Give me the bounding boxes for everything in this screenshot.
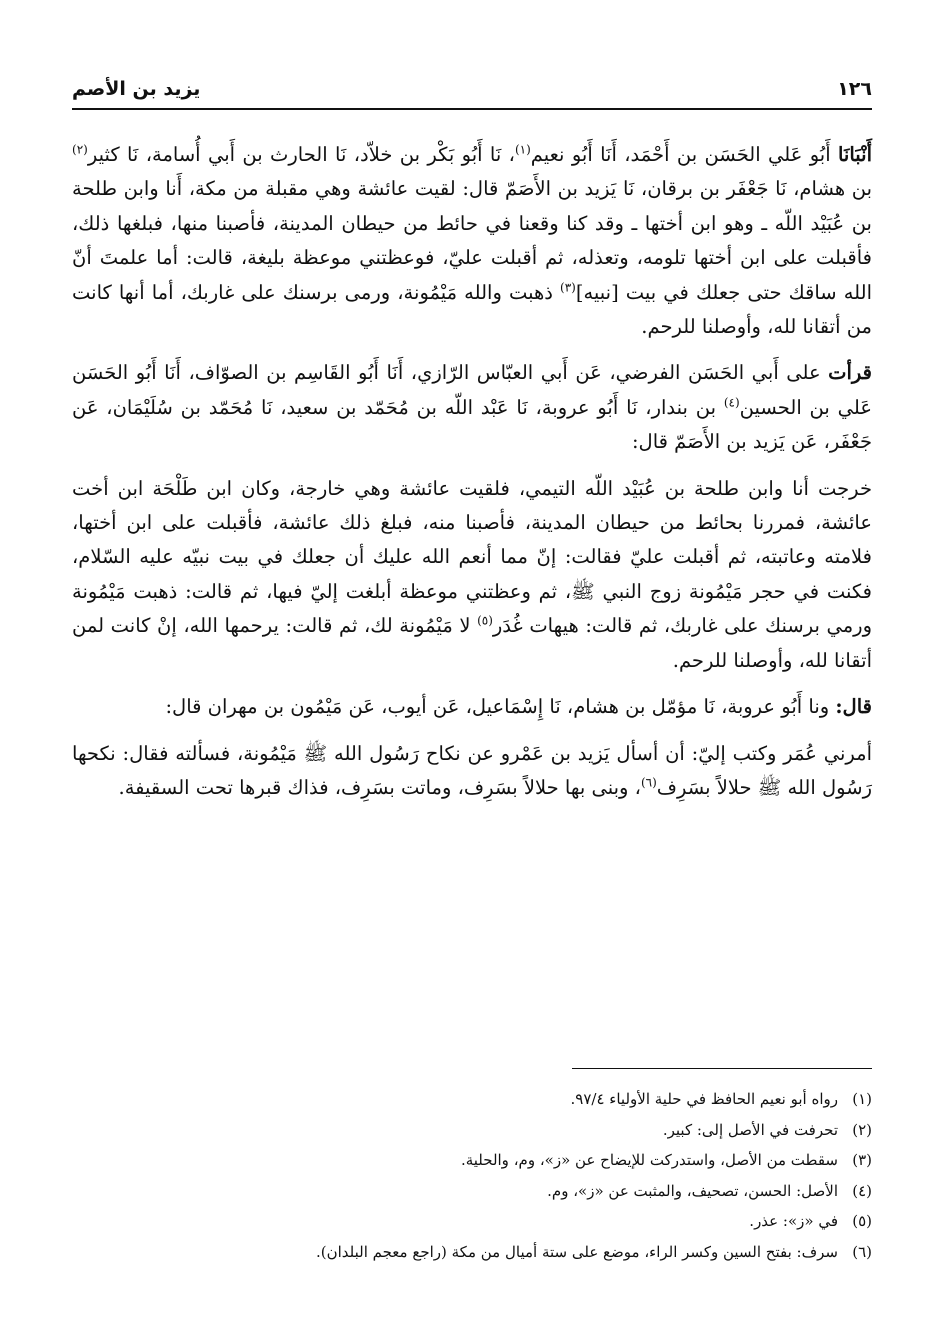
footnote-text: رواه أبو نعيم الحافظ في حلية الأولياء ٩٧/٤.	[570, 1090, 838, 1108]
footnote-ref[interactable]: (٤)	[723, 395, 740, 410]
footnote-ref[interactable]: (٦)	[640, 775, 657, 790]
footnote-text: سقطت من الأصل، واستدركت للإيضاح عن «ز»، وم، والحلية.	[460, 1151, 838, 1169]
footnote-ref[interactable]: (٣)	[560, 280, 576, 295]
page-number: ١٢٦	[837, 78, 872, 100]
paragraph-text: على أَبي الحَسَن الفرضي، عَن أَبي العبّاس الرّازي، أَنَا أَبُو القَاسِم بن الصوّاف، أَنَا أَبُو الحَسَن عَلي بن الحسين	[72, 361, 872, 419]
footnote-item	[72, 1176, 872, 1207]
footnote-ref[interactable]: (٢)	[72, 142, 88, 157]
paragraph-text: ، وبنى بها حلالاً بسَرِف، وماتت بسَرِف، فذاك قبرها تحت السقيفة.	[118, 775, 641, 799]
footnote-number: (١)	[852, 1090, 872, 1108]
footnote-item	[72, 1145, 872, 1176]
paragraph-3	[72, 472, 872, 678]
footnote-text: تحرفت في الأصل إلى: كبير.	[662, 1120, 838, 1139]
footnote-rule	[572, 1068, 872, 1069]
paragraph-text: بن بندار، نَا أَبُو عروبة، نَا عَبْد اللّه بن مُحَمّد بن سعيد، نَا مُحَمّد بن سُلَيْمَان، عَن جَعْفَر، عَن يَزيد بن الأَصَمّ قال:	[72, 395, 872, 454]
footnote-text: في «ز»: عذر.	[749, 1212, 838, 1230]
paragraph-2	[72, 356, 872, 459]
header-rule	[72, 108, 872, 110]
footnote-item	[72, 1084, 872, 1115]
paragraph-lead: قرأت	[828, 361, 872, 385]
footnote-ref[interactable]: (٥)	[477, 613, 493, 628]
running-head	[72, 66, 872, 100]
paragraph-lead: قال:	[835, 695, 872, 719]
footnote-number: (٥)	[852, 1212, 872, 1230]
paragraph-1	[72, 138, 872, 344]
footnote-number: (٤)	[852, 1181, 872, 1200]
paragraph-text: أَبُو عَلي الحَسَن بن أَحْمَد، أَنَا أَبُو نعيم	[530, 143, 838, 166]
footnote-number: (٣)	[852, 1151, 872, 1169]
paragraph-text: خرجت أنا وابن طلحة بن عُبَيْد اللّه التيمي، فلقيت عائشة وهي خارجة، وكان ابن طَلْحَة ابن أخت عائشة، فمررنا بحائط من حيطان المدينة، فأصبنا منه، فبلغ ذلك عائشة، فأقبلت على ابن أختها، فلامته وعاتبته، ثم أقبلت عليّ فقالت: إنّ مما أنعم الله عليك أن جعلك في بيت نبيّه عليه السّلام، فكنت في حجر مَيْمُونة زوج النبي ﷺ، ثم وعظتني موعظة أبلغت إليّ فيها، ثم قالت: ذهبت مَيْمُونة ورمي برسنك على غاربك، ثم قالت: هيهات غُدَر	[72, 476, 872, 638]
book-page	[72, 66, 872, 1300]
paragraph-text: ذهبت والله مَيْمُونة، ورمى برسنك على غاربك، أما أنها كانت من أتقانا لله، وأوصلنا للرحم.	[72, 280, 872, 339]
running-title: يزيد بن الأصم	[72, 78, 201, 100]
paragraph-text: أمرني عُمَر وكتب إليّ: أن أسأل يَزيد بن عَمْرو عن نكاح رَسُول الله ﷺ مَيْمُونة، فسألته فقال: نكحها رَسُول الله ﷺ حلالاً بسَرِف	[72, 741, 872, 799]
footnote-text: الأصل: الحسن، تصحيف، والمثبت عن «ز»، وم.	[547, 1181, 838, 1200]
footnote-ref[interactable]: (١)	[514, 142, 531, 157]
paragraph-5	[72, 737, 872, 806]
paragraph-4	[72, 690, 872, 724]
footnote-number: (٢)	[852, 1120, 872, 1139]
main-text	[72, 138, 872, 805]
paragraph-text: ، نَا أَبُو بَكْر بن خلاّد، نَا الحارث بن أَبي أُسامة، نَا كثير	[87, 143, 515, 166]
footnote-item	[72, 1237, 872, 1268]
paragraph-lead: أَنْبَانَا	[837, 143, 873, 166]
footnote-item	[72, 1206, 872, 1237]
paragraph-text: لا مَيْمُونة لك، ثم قالت: يرحمها الله، إنْ كانت لمن أتقانا لله، وأوصلنا للرحم.	[72, 614, 872, 672]
paragraph-text: بن هشام، نَا جَعْفَر بن برقان، نَا يَزيد بن الأَصَمّ قال: لقيت عائشة وهي مقبلة من مكة، أَنا وابن طلحة بن عُبَيْد اللّه ـ وهو ابن أختها ـ وقد كنا وقعنا في حائط من حيطان المدينة، فأصبنا منها، فبلغها ذلك، فأقبلت على ابن أختها تلومه، وتعذله، ثم أقبلت عليّ، فوعظتني موعظة بليغة، قالت: أما علمتَ أنّ الله ساقك حتى جعلك في بيت [نبيه]	[72, 177, 872, 304]
paragraph-text: ونا أَبُو عروبة، نَا مؤمّل بن هشام، نَا إِسْمَاعيل، عَن أيوب، عَن مَيْمُون بن مهران قال:	[165, 695, 836, 719]
footnote-item	[72, 1115, 872, 1146]
footnote-number: (٦)	[852, 1242, 872, 1261]
footnote-text: سرف: بفتح السين وكسر الراء، موضع على ستة أميال من مكة (راجع معجم البلدان).	[315, 1242, 838, 1261]
footnotes	[72, 1084, 872, 1267]
